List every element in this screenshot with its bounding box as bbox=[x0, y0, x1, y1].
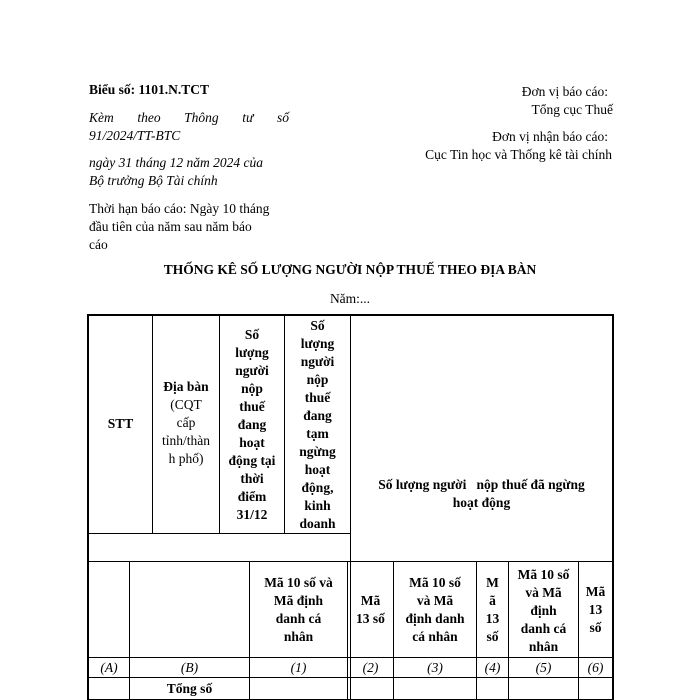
sub-header-id13-a: Mã 13 số bbox=[356, 593, 385, 626]
index-cell-1: (1) bbox=[290, 660, 307, 675]
date-line-1: ngày 31 tháng 12 năm 2024 của bbox=[89, 155, 263, 170]
sub-header-id13-b: M ã 13 số bbox=[485, 575, 500, 644]
col-header-suspended: Số lượng người nộp thuế đang tạm ngừng hoạt động, kinh doanh bbox=[299, 318, 336, 531]
col-header-area: Địa bàn (CQT cấp tỉnh/thàn h phố) bbox=[162, 379, 210, 466]
circular-line-2: 91/2024/TT-BTC bbox=[89, 128, 181, 143]
form-code: Biểu số: 1101.N.TCT bbox=[89, 82, 210, 97]
deadline-line-3: cáo bbox=[89, 237, 108, 252]
index-cell-4: (4) bbox=[484, 660, 501, 675]
sub-header-id10-a: Mã 10 số và Mã định danh cá nhân bbox=[405, 575, 465, 644]
deadline-line-2: đầu tiên của năm sau năm báo bbox=[89, 219, 252, 234]
index-cell-a: (A) bbox=[100, 660, 118, 675]
index-cell-2: (2) bbox=[362, 660, 379, 675]
deadline-line-1: Thời hạn báo cáo: Ngày 10 tháng bbox=[89, 201, 270, 216]
index-cell-b: (B) bbox=[180, 660, 199, 675]
year-label: Năm:... bbox=[329, 291, 371, 306]
reporting-unit-label: Đơn vị báo cáo: bbox=[521, 84, 608, 99]
sub-header-id10-wide: Mã 10 số và Mã định danh cá nhân bbox=[264, 575, 333, 644]
receiving-unit-label: Đơn vị nhận báo cáo: bbox=[492, 129, 608, 144]
index-cell-5: (5) bbox=[535, 660, 552, 675]
circular-line-1: Kèm theo Thông tư số bbox=[89, 110, 289, 125]
date-line-2: Bộ trưởng Bộ Tài chính bbox=[89, 173, 218, 188]
page-title: THỐNG KÊ SỐ LƯỢNG NGƯỜI NỘP THUẾ THEO ĐỊA BÀN bbox=[163, 262, 537, 277]
col-header-stopped: Số lượng người nộp thuế đã ngừng hoạt động bbox=[378, 477, 585, 510]
col-header-active: Số lượng người nộp thuế đang hoạt động tại thời điểm 31/12 bbox=[228, 327, 276, 522]
index-cell-3: (3) bbox=[427, 660, 443, 675]
total-row-label: Tổng số bbox=[166, 681, 213, 696]
sub-header-id10-b: Mã 10 số và Mã định danh cá nhân bbox=[517, 567, 570, 654]
sub-header-id13-c: Mã 13 số bbox=[585, 584, 606, 635]
col-header-stt: STT bbox=[107, 416, 134, 431]
index-cell-6: (6) bbox=[587, 660, 604, 675]
reporting-unit: Tổng cục Thuế bbox=[531, 102, 613, 117]
receiving-unit: Cục Tin học và Thống kê tài chính bbox=[425, 147, 612, 162]
